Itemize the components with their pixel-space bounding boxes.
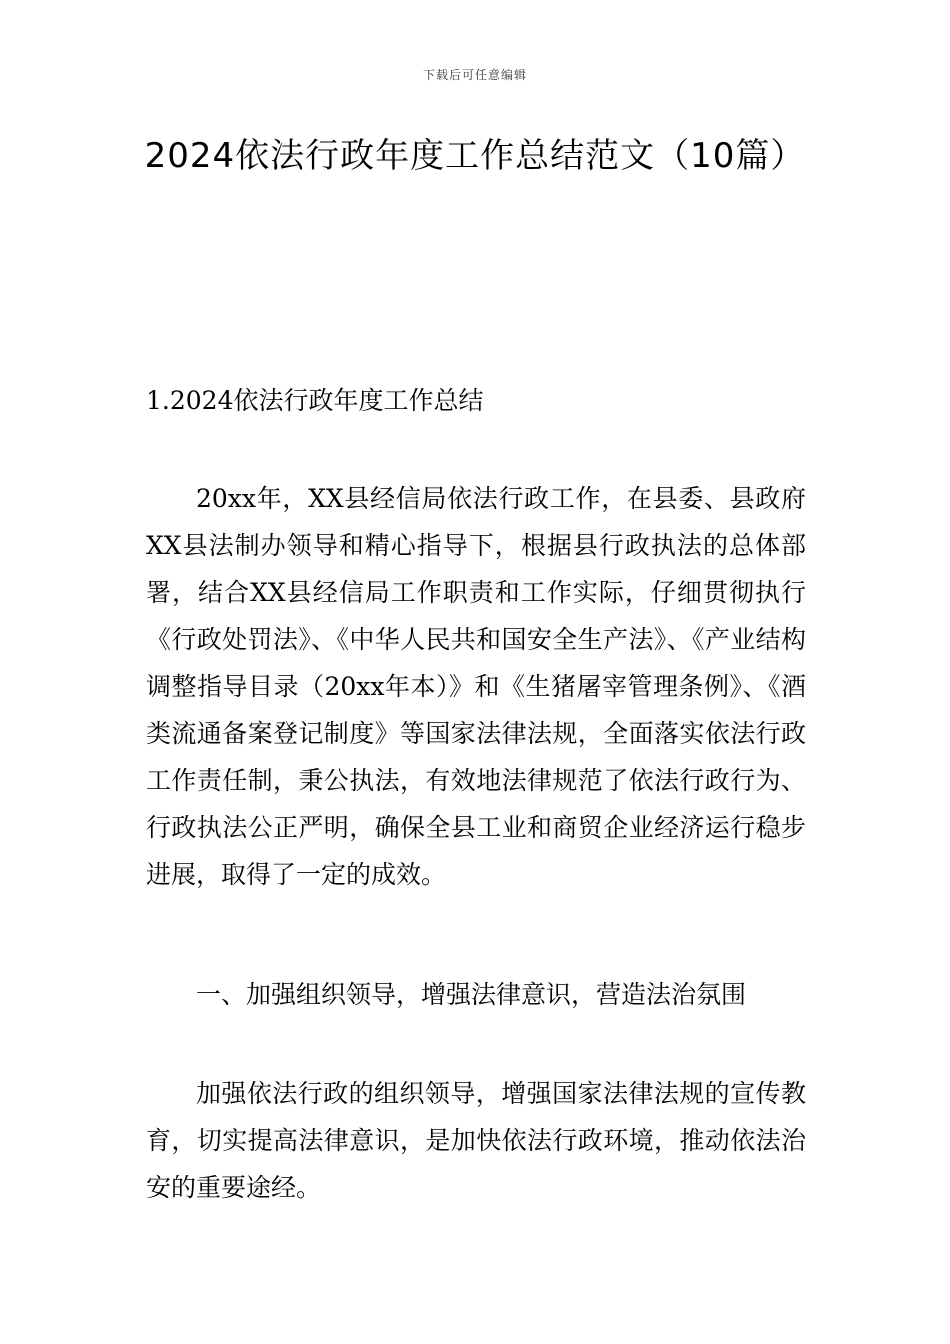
paragraph-intro: 20xx年，XX县经信局依法行政工作，在县委、县政府XX县法制办领导和精心指导下，根据县行政执法的总体部署，结合XX县经信局工作职责和工作实际，仔细贯彻执行《行政处罚法》、《中华人民共和国安全生产法》、《产业结构调整指导目录（20xx年本）》和《生猪屠宰管理条例》、《酒类流通备案登记制度》等国家法律法规，全面落实依法行政工作责任制，秉公执法，有效地法律规范了依法行政行为、行政执法公正严明，确保全县工业和商贸企业经济运行稳步进展，取得了一定的成效。 [146, 484, 806, 889]
header-note: 下载后可任意编辑 [422, 68, 527, 82]
document-title: 2024依法行政年度工作总结范文（10篇） [144, 136, 806, 176]
paragraph-organization: 加强依法行政的组织领导，增强国家法律法规的宣传教育，切实提高法律意识，是加快依法行政环境，推动依法治安的重要途经。 [146, 1079, 806, 1202]
section-heading: 1.2024依法行政年度工作总结 [146, 386, 484, 415]
sub-heading: 一、加强组织领导，增强法律意识，营造法治氛围 [196, 980, 747, 1009]
